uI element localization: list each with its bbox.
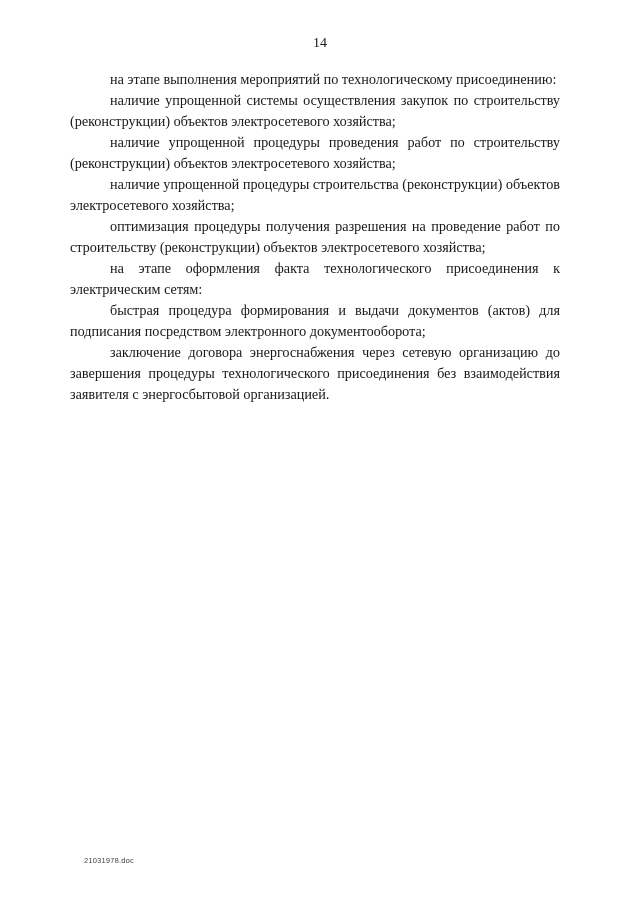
page-number: 14 [313, 36, 327, 51]
document-body [70, 70, 560, 406]
paragraph-supply-contract: заключение договора энергоснабжения через сетевую организацию до завершения процедуры технологического присоединения без взаимодействия заявителя с энергосбытовой организацией. [70, 345, 560, 403]
paragraph-permit-optimization: оптимизация процедуры получения разрешения на проведение работ по строительству (реконструкции) объектов электросетевого хозяйства; [70, 219, 560, 256]
paragraph-fast-documents: быстрая процедура формирования и выдачи документов (актов) для подписания посредством электронного документооборота; [70, 303, 560, 340]
paragraph-stage-measures: на этапе выполнения мероприятий по технологическому присоединению: [110, 72, 557, 88]
paragraph-simplified-construction: наличие упрощенной процедуры строительства (реконструкции) объектов электросетевого хозяйства; [70, 177, 560, 214]
paragraph-stage-formalization: на этапе оформления факта технологического присоединения к электрическим сетям: [70, 261, 560, 298]
footer-file-name: 21031978.doc [84, 856, 134, 865]
paragraph-simplified-procurement: наличие упрощенной системы осуществления закупок по строительству (реконструкции) объектов электросетевого хозяйства; [70, 93, 560, 130]
paragraph-simplified-works: наличие упрощенной процедуры проведения работ по строительству (реконструкции) объектов электросетевого хозяйства; [70, 135, 560, 172]
